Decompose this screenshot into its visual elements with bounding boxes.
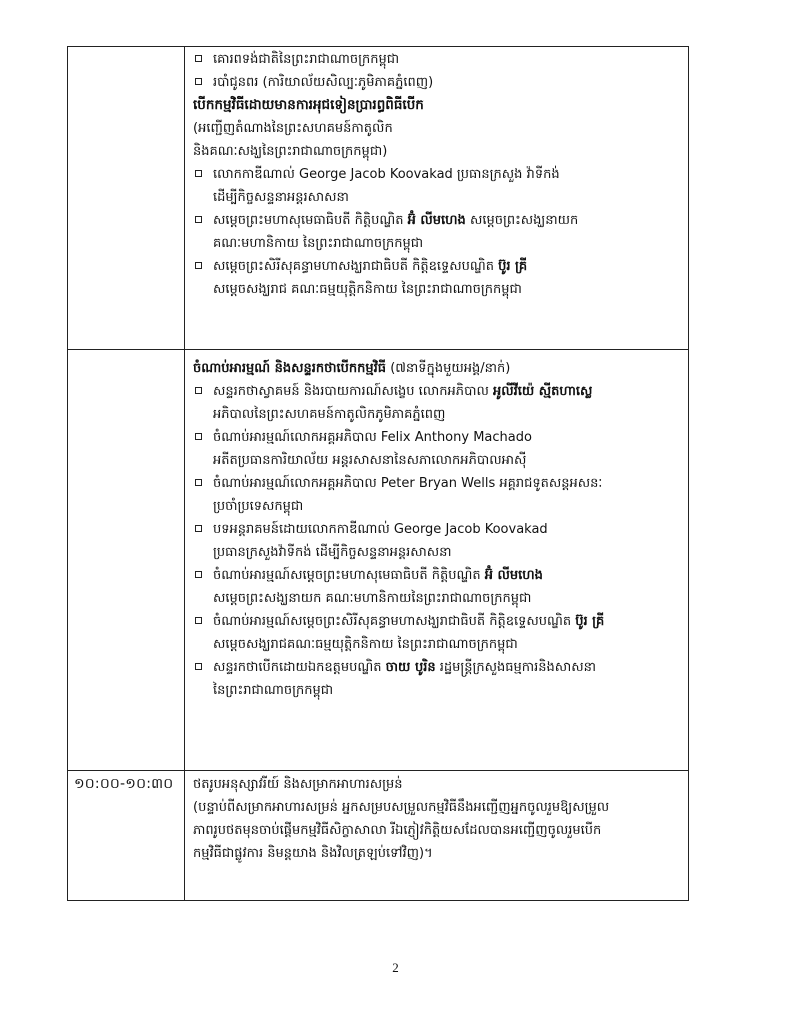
text-segment: សម្តេចព្រះមហាសុមេធាធិបតី កិត្តិបណ្ឌិត xyxy=(213,213,408,228)
checkbox-bullet-icon xyxy=(195,571,202,578)
text-segment: ចំណាប់អារម្មណ៍លោកអគ្គអភិបាល Felix Anthony Machado xyxy=(213,430,532,445)
text-segment: និងគណៈសង្ឃនៃព្រះរាជាណាចក្រកម្ពុជា) xyxy=(193,144,388,159)
text-segment: ប្រចាំប្រទេសកម្ពុជា xyxy=(213,499,304,514)
section-heading xyxy=(193,94,680,117)
text-segment: គោរពទង់ជាតិនៃព្រះរាជាណាចក្រកម្ពុជា xyxy=(213,52,400,67)
checkbox-bullet-icon xyxy=(195,479,202,486)
time-cell xyxy=(68,350,185,771)
agenda-text-line xyxy=(193,842,680,865)
text-segment: ចំណាប់អារម្មណ៍សម្តេចព្រះមហាសុមេធាធិបតី កិត្តិបណ្ឌិត xyxy=(213,568,485,583)
checkbox-bullet-icon xyxy=(195,387,202,394)
name-emphasis: ប៊ូរ គ្រី xyxy=(575,614,605,629)
name-emphasis: អ៊ំ លីមហេង xyxy=(484,568,543,583)
name-emphasis: អូលីវីយ៉េ ស្មីតហាស្លេ xyxy=(492,384,593,399)
agenda-text-line xyxy=(193,633,680,656)
text-segment: ចំណាប់អារម្មណ៍លោកអគ្គអភិបាល Peter Bryan Wells អគ្គរាជទូតសន្តអសនៈ xyxy=(213,476,603,491)
name-emphasis: ប៊ូរ គ្រី xyxy=(498,259,528,274)
agenda-bullet-item xyxy=(193,71,680,94)
checkbox-bullet-icon xyxy=(195,663,202,670)
agenda-row-opening xyxy=(68,47,689,350)
agenda-text-line xyxy=(193,357,680,380)
checkbox-bullet-icon xyxy=(195,55,202,62)
time-text xyxy=(68,47,184,50)
agenda-bullet-item xyxy=(193,564,680,587)
text-segment: បើកកម្មវិធីដោយមានការអុជទៀនប្រារព្ធពិធីបើក xyxy=(193,97,424,113)
agenda-bullet-item xyxy=(193,163,680,186)
agenda-text-line xyxy=(193,796,680,819)
agenda-text-line xyxy=(193,449,680,472)
text-segment: របាំជូនពរ (ការិយាល័យសិល្បៈភូមិភាគភ្នំពេញ) xyxy=(213,75,434,90)
text-segment: លោកកាឌីណាល់ George Jacob Koovakad ប្រធានក្រសួង វ៉ាទីកង់ xyxy=(213,167,560,182)
text-segment: សម្តេចព្រះសង្ឃនាយក គណៈមហានិកាយនៃព្រះរាជាណាចក្រកម្ពុជា xyxy=(213,591,532,606)
agenda-text-line xyxy=(193,679,680,702)
text-segment: គណៈមហានិកាយ នៃព្រះរាជាណាចក្រកម្ពុជា xyxy=(213,236,424,251)
text-segment: អភិបាលនៃព្រះសហគមន៍កាតូលិកភូមិភាគភ្នំពេញ xyxy=(213,407,446,422)
agenda-table xyxy=(67,46,689,901)
row-lines xyxy=(185,771,688,865)
agenda-row-speeches xyxy=(68,350,689,771)
agenda-bullet-item xyxy=(193,472,680,495)
agenda-bullet-item xyxy=(193,48,680,71)
time-text xyxy=(68,350,184,353)
text-segment: (អញ្ជើញតំណាងនៃព្រះសហគមន៍កាតូលិក xyxy=(193,121,393,136)
text-segment: សម្តេចសង្ឃរាជ គណៈធម្មយុត្តិកនិកាយ នៃព្រះរាជាណាចក្រកម្ពុជា xyxy=(213,282,522,297)
time-cell xyxy=(68,47,185,350)
agenda-text-line xyxy=(193,140,680,163)
text-segment: សន្ទរកថាស្វាគមន៍ និងរបាយការណ៍សង្ខេប លោកអភិបាល xyxy=(213,384,493,399)
checkbox-bullet-icon xyxy=(195,525,202,532)
text-segment: ថតរូបអនុស្សាវរីយ៍ និងសម្រាកអាហារសម្រន់ xyxy=(193,777,403,792)
text-segment: សម្តេចព្រះសង្ឃនាយក xyxy=(465,213,579,228)
checkbox-bullet-icon xyxy=(195,216,202,223)
agenda-bullet-item xyxy=(193,380,680,403)
text-segment: ចំណាប់អារម្មណ៍សម្តេចព្រះសិរីសុគន្ធាមហាសង្ឃរាជាធិបតី កិត្តិឧទ្ទេសបណ្ឌិត xyxy=(213,614,576,629)
content-cell xyxy=(185,350,689,771)
time-cell xyxy=(68,771,185,901)
agenda-bullet-item xyxy=(193,209,680,232)
text-segment: នៃព្រះរាជាណាចក្រកម្ពុជា xyxy=(213,683,334,698)
text-segment: កម្មវិធីជាផ្លូវការ និមន្តយាង និងវិលត្រឡប់ទៅវិញ)។ xyxy=(193,846,433,861)
checkbox-bullet-icon xyxy=(195,78,202,85)
agenda-text-line xyxy=(193,232,680,255)
checkbox-bullet-icon xyxy=(195,262,202,269)
text-segment: (បន្ទាប់ពីសម្រាកអាហារសម្រន់ អ្នកសម្របសម្រួលកម្មវិធីនឹងអញ្ជើញអ្នកចូលរួមឱ្យសម្រួល xyxy=(193,800,610,815)
agenda-text-line xyxy=(193,117,680,140)
text-segment: សន្ទរកថាបើកដោយឯកឧត្តមបណ្ឌិត xyxy=(213,660,386,675)
time-text: ១០:០០-១០:៣០ xyxy=(74,776,174,792)
agenda-bullet-item xyxy=(193,656,680,679)
agenda-text-line xyxy=(193,495,680,518)
content-cell xyxy=(185,47,689,350)
content-cell xyxy=(185,771,689,901)
text-segment: រដ្ឋមន្ត្រីក្រសួងធម្មការនិងសាសនា xyxy=(435,660,597,675)
agenda-text-line xyxy=(193,403,680,426)
name-emphasis: ចំណាប់អារម្មណ៍ និងសន្ទរកថាបើកកម្មវិធី xyxy=(193,361,387,376)
text-segment: ដើម្បីកិច្ចសន្ទនាអន្តរសាសនា xyxy=(213,190,349,205)
agenda-row-break xyxy=(68,771,689,901)
text-segment: ភាពរូបថតមុនចាប់ផ្តើមកម្មវិធីសិក្ខាសាលា រីឯភ្ញៀវកិត្តិយសដែលបានអញ្ជើញចូលរួមបើក xyxy=(193,823,602,838)
agenda-bullet-item xyxy=(193,255,680,278)
agenda-text-line xyxy=(193,587,680,610)
checkbox-bullet-icon xyxy=(195,170,202,177)
text-segment: អតីតប្រធានការិយាល័យ អន្តរសាសនានៃសភាលោកអភិបាលអាស៊ី xyxy=(213,453,527,468)
agenda-bullet-item xyxy=(193,518,680,541)
text-segment: បទអន្តរាគមន៍ដោយលោកកាឌីណាល់ George Jacob Koovakad xyxy=(213,522,548,537)
text-segment: សម្តេចសង្ឃរាជគណៈធម្មយុត្តិកនិកាយ នៃព្រះរាជាណាចក្រកម្ពុជា xyxy=(213,637,518,652)
name-emphasis: ចាយ បូរិន xyxy=(385,660,436,675)
row-lines xyxy=(185,47,688,301)
row-lines xyxy=(185,350,688,702)
agenda-bullet-item xyxy=(193,610,680,633)
checkbox-bullet-icon xyxy=(195,433,202,440)
text-segment: សម្តេចព្រះសិរីសុគន្ធាមហាសង្ឃរាជាធិបតី កិត្តិឧទ្ទេសបណ្ឌិត xyxy=(213,259,499,274)
name-emphasis: អ៊ំ លីមហេង xyxy=(407,213,466,228)
agenda-text-line xyxy=(193,278,680,301)
checkbox-bullet-icon xyxy=(195,617,202,624)
agenda-text-line xyxy=(193,819,680,842)
agenda-text-line xyxy=(193,186,680,209)
page-number: 2 xyxy=(392,960,399,975)
text-segment: (៧នាទីក្នុងមួយអង្គ/នាក់) xyxy=(386,361,511,376)
text-segment: ប្រធានក្រសួងវ៉ាទីកង់ ដើម្បីកិច្ចសន្ទនាអន្តរសាសនា xyxy=(213,545,452,560)
agenda-text-line xyxy=(193,773,680,796)
agenda-bullet-item xyxy=(193,426,680,449)
agenda-text-line xyxy=(193,541,680,564)
